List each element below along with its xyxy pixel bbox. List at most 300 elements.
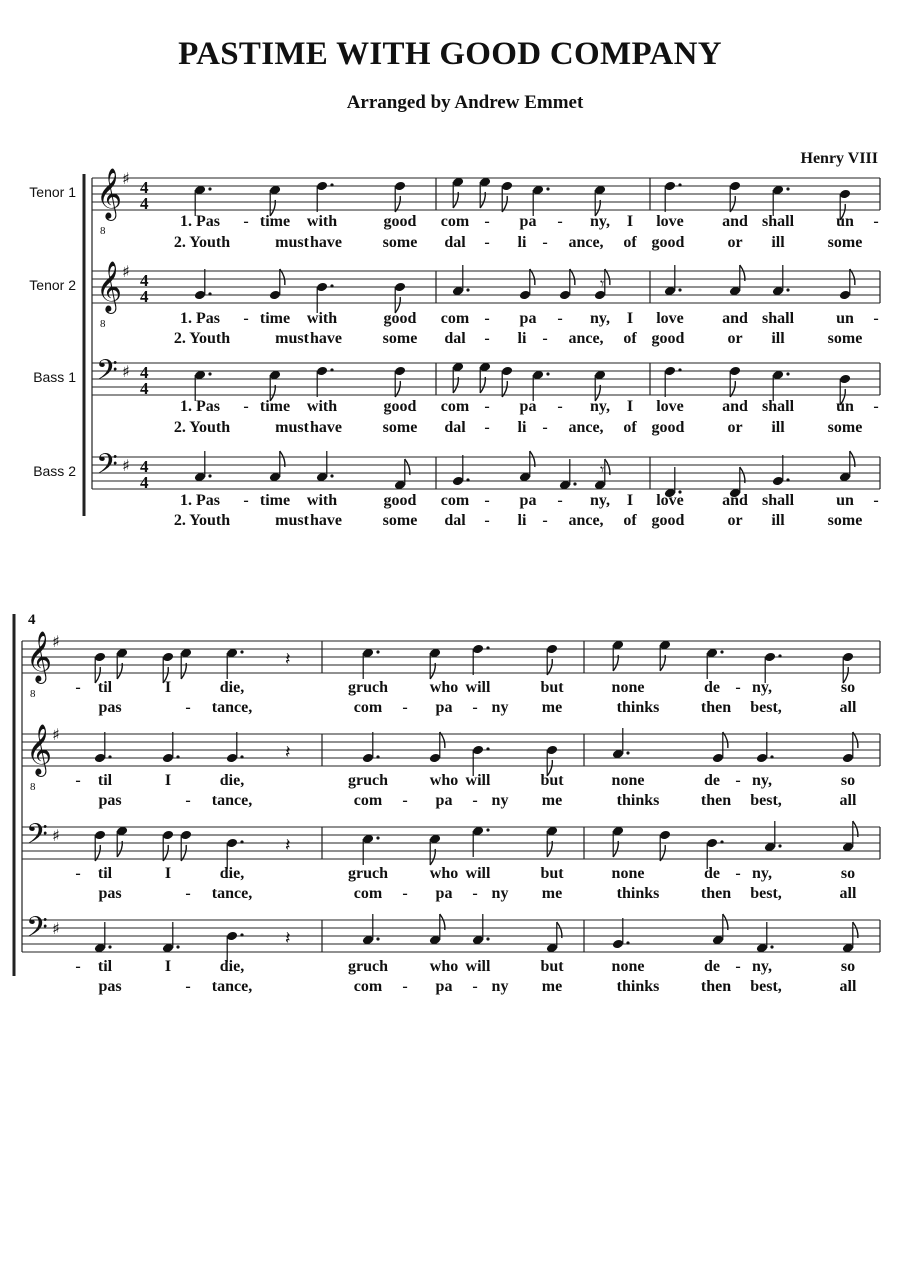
lyric-verse-2: dal — [444, 330, 466, 347]
augmentation-dot — [176, 755, 179, 758]
lyric-verse-2: - — [185, 699, 191, 716]
lyric-verse-1: but — [540, 679, 564, 696]
lyric-verse-2: good — [651, 234, 685, 251]
augmentation-dot — [208, 372, 211, 375]
lyric-verse-2: ill — [771, 419, 785, 436]
lyric-verse-2: some — [827, 330, 863, 347]
lyric-verse-2: - — [185, 978, 191, 995]
lyric-verse-2: 2. Youth — [173, 419, 231, 436]
lyric-verse-2: thinks — [616, 978, 660, 995]
lyric-verse-1: com — [440, 492, 470, 509]
bass-clef-icon: 𝄢 — [26, 911, 48, 951]
lyric-verse-2: - — [185, 885, 191, 902]
lyric-verse-1: til — [97, 865, 113, 882]
lyric-verse-1: com — [440, 213, 470, 230]
lyric-verse-1: will — [465, 679, 491, 696]
quarter-rest-icon: 𝄽 — [285, 742, 291, 763]
part-name-tenor-2: Tenor 2 — [29, 277, 76, 293]
lyric-verse-2: or — [727, 419, 743, 436]
lyric-verse-1: I — [626, 398, 634, 415]
octave-8-marker: 8 — [100, 318, 106, 330]
lyric-verse-1: time — [259, 310, 291, 327]
lyric-verse-1: de — [704, 958, 720, 975]
lyric-verse-1: I — [626, 213, 634, 230]
augmentation-dot — [786, 372, 789, 375]
lyric-verse-1: time — [259, 492, 291, 509]
sharp-key-signature-icon: ♯ — [122, 362, 130, 381]
lyric-verse-1: pa — [519, 213, 537, 230]
lyric-verse-1: gruch — [348, 865, 388, 882]
lyric-verse-2: all — [839, 699, 857, 716]
augmentation-dot — [486, 828, 489, 831]
lyric-verse-1: love — [656, 492, 684, 509]
time-signature-digit: 4 — [140, 178, 149, 197]
augmentation-dot — [770, 755, 773, 758]
lyric-verse-2: - — [472, 699, 478, 716]
lyric-verse-1: un — [836, 492, 854, 509]
lyric-verse-1: with — [306, 310, 338, 327]
sharp-key-signature-icon: ♯ — [52, 632, 60, 651]
lyric-verse-2: - — [402, 885, 408, 902]
lyric-verse-1: ny, — [751, 679, 773, 696]
augmentation-dot — [330, 183, 333, 186]
lyric-verse-2: - — [472, 792, 478, 809]
lyric-verse-2: com — [353, 699, 383, 716]
augmentation-dot — [376, 836, 379, 839]
lyric-verse-2: some — [827, 419, 863, 436]
lyric-verse-2: - — [542, 234, 548, 251]
octave-8-marker: 8 — [30, 781, 36, 793]
lyric-verse-1: ny, — [589, 492, 611, 509]
lyric-verse-2: of — [623, 512, 637, 529]
lyric-verse-2: pas — [98, 978, 122, 995]
augmentation-dot — [678, 288, 681, 291]
lyric-verse-1: I — [626, 310, 634, 327]
lyric-verse-2: ance, — [568, 419, 604, 436]
augmentation-dot — [466, 478, 469, 481]
lyric-verse-2: li — [517, 512, 527, 529]
sharp-key-signature-icon: ♯ — [52, 826, 60, 845]
sharp-key-signature-icon: ♯ — [52, 919, 60, 938]
time-signature-digit: 4 — [140, 194, 149, 213]
lyric-verse-2: - — [542, 419, 548, 436]
lyric-verse-2: - — [484, 330, 490, 347]
lyric-verse-1: de — [704, 772, 720, 789]
lyric-verse-1: and — [722, 492, 748, 509]
augmentation-dot — [208, 474, 211, 477]
treble-clef-icon: 𝄞 — [96, 168, 123, 219]
lyric-verse-2: - — [484, 512, 490, 529]
sharp-key-signature-icon: ♯ — [122, 169, 130, 188]
lyric-verse-1: none — [611, 865, 645, 882]
bass-clef-icon: 𝄢 — [26, 818, 48, 858]
lyric-verse-2: of — [623, 330, 637, 347]
augmentation-dot — [486, 937, 489, 940]
lyric-verse-2: of — [623, 234, 637, 251]
lyric-verse-1: with — [306, 492, 338, 509]
lyric-verse-1: I — [164, 865, 172, 882]
lyric-verse-2: some — [827, 512, 863, 529]
lyric-verse-2: - — [484, 234, 490, 251]
augmentation-dot — [546, 372, 549, 375]
lyric-verse-2: ance, — [568, 330, 604, 347]
augmentation-dot — [778, 844, 781, 847]
lyric-verse-1: I — [164, 679, 172, 696]
augmentation-dot — [240, 650, 243, 653]
eighth-rest-icon: 𝄾 — [600, 366, 605, 385]
lyric-verse-2: - — [542, 512, 548, 529]
treble-clef-icon: 𝄞 — [26, 724, 53, 775]
augmentation-dot — [240, 933, 243, 936]
lyric-verse-1: - — [75, 679, 81, 696]
lyric-verse-1: gruch — [348, 679, 388, 696]
lyric-verse-2: must — [275, 330, 309, 347]
bass-clef-icon: 𝄢 — [96, 448, 118, 488]
augmentation-dot — [240, 755, 243, 758]
lyric-verse-2: dal — [444, 419, 466, 436]
lyric-verse-1: die, — [219, 679, 245, 696]
lyric-verse-2: some — [382, 330, 418, 347]
lyric-verse-1: pa — [519, 310, 537, 327]
lyric-verse-2: best, — [750, 978, 782, 995]
lyric-verse-2: pa — [435, 885, 453, 902]
lyric-verse-1: die, — [219, 958, 245, 975]
lyric-verse-1: will — [465, 865, 491, 882]
lyric-verse-1: so — [840, 679, 856, 696]
lyric-verse-2: must — [275, 234, 309, 251]
lyric-verse-1: ny, — [589, 213, 611, 230]
lyric-verse-2: - — [402, 699, 408, 716]
lyric-verse-1: with — [306, 398, 338, 415]
lyric-verse-2: then — [700, 792, 732, 809]
lyric-verse-2: all — [839, 885, 857, 902]
augmentation-dot — [376, 650, 379, 653]
lyric-verse-2: com — [353, 978, 383, 995]
augmentation-dot — [546, 187, 549, 190]
lyric-verse-2: or — [727, 512, 743, 529]
lyric-verse-2: then — [700, 885, 732, 902]
lyric-verse-2: - — [484, 419, 490, 436]
lyric-verse-1: 1. Pas — [180, 492, 220, 509]
augmentation-dot — [330, 474, 333, 477]
lyric-verse-2: of — [623, 419, 637, 436]
augmentation-dot — [786, 187, 789, 190]
lyric-verse-2: good — [651, 419, 685, 436]
part-name-bass-2: Bass 2 — [33, 463, 76, 479]
lyric-verse-1: - — [873, 398, 879, 415]
lyric-verse-2: some — [382, 512, 418, 529]
lyric-verse-2: li — [517, 234, 527, 251]
lyric-verse-1: good — [383, 398, 417, 415]
lyric-verse-2: - — [542, 330, 548, 347]
sharp-key-signature-icon: ♯ — [52, 725, 60, 744]
lyric-verse-1: and — [722, 398, 748, 415]
augmentation-dot — [208, 292, 211, 295]
lyric-verse-2: good — [651, 512, 685, 529]
lyric-verse-1: shall — [761, 310, 795, 327]
lyric-verse-2: li — [517, 419, 527, 436]
lyric-verse-1: gruch — [348, 772, 388, 789]
lyric-verse-1: - — [75, 958, 81, 975]
lyric-verse-2: pas — [98, 699, 122, 716]
lyric-verse-1: ny, — [751, 865, 773, 882]
lyric-verse-1: with — [306, 213, 338, 230]
lyric-verse-1: - — [557, 213, 563, 230]
lyric-verse-1: un — [836, 310, 854, 327]
lyric-verse-1: none — [611, 958, 645, 975]
lyric-verse-1: ny, — [751, 772, 773, 789]
lyric-verse-1: - — [484, 310, 490, 327]
lyric-verse-1: - — [557, 398, 563, 415]
lyric-verse-1: 1. Pas — [180, 213, 220, 230]
lyric-verse-2: dal — [444, 234, 466, 251]
augmentation-dot — [108, 945, 111, 948]
lyric-verse-2: 2. Youth — [173, 234, 231, 251]
lyric-verse-2: tance, — [211, 792, 253, 809]
octave-8-marker: 8 — [100, 225, 106, 237]
lyric-verse-2: pa — [435, 699, 453, 716]
lyric-verse-2: 2. Youth — [173, 330, 231, 347]
eighth-rest-icon: 𝄾 — [600, 460, 605, 479]
lyric-verse-1: - — [243, 492, 249, 509]
lyric-verse-1: shall — [761, 398, 795, 415]
augmentation-dot — [208, 187, 211, 190]
augmentation-dot — [573, 482, 576, 485]
lyric-verse-2: com — [353, 885, 383, 902]
lyric-verse-1: - — [243, 310, 249, 327]
lyric-verse-2: thinks — [616, 699, 660, 716]
lyric-verse-1: so — [840, 958, 856, 975]
augmentation-dot — [678, 368, 681, 371]
lyric-verse-1: shall — [761, 492, 795, 509]
lyric-verse-1: til — [97, 679, 113, 696]
lyric-verse-2: - — [402, 978, 408, 995]
time-signature-digit: 4 — [140, 379, 149, 398]
lyric-verse-2: some — [382, 419, 418, 436]
lyric-verse-1: will — [465, 958, 491, 975]
lyric-verse-2: 2. Youth — [173, 512, 231, 529]
lyric-verse-2: good — [651, 330, 685, 347]
augmentation-dot — [778, 654, 781, 657]
augmentation-dot — [240, 840, 243, 843]
lyric-verse-1: who — [429, 772, 459, 789]
lyric-verse-1: til — [97, 772, 113, 789]
lyric-verse-1: - — [735, 958, 741, 975]
lyric-verse-2: ny — [491, 792, 509, 809]
lyric-verse-1: de — [704, 865, 720, 882]
lyric-verse-2: ill — [771, 512, 785, 529]
augmentation-dot — [626, 751, 629, 754]
lyric-verse-1: I — [164, 958, 172, 975]
lyric-verse-2: ance, — [568, 234, 604, 251]
time-signature-digit: 4 — [140, 363, 149, 382]
lyric-verse-1: de — [704, 679, 720, 696]
lyric-verse-1: good — [383, 492, 417, 509]
lyric-verse-1: til — [97, 958, 113, 975]
lyric-verse-1: die, — [219, 772, 245, 789]
lyric-verse-1: - — [557, 310, 563, 327]
augmentation-dot — [176, 945, 179, 948]
lyric-verse-2: have — [310, 512, 342, 529]
augmentation-dot — [786, 288, 789, 291]
lyric-verse-2: pas — [98, 792, 122, 809]
lyric-verse-1: un — [836, 213, 854, 230]
lyric-verse-2: - — [472, 978, 478, 995]
lyric-verse-2: pa — [435, 792, 453, 809]
lyric-verse-1: who — [429, 958, 459, 975]
augmentation-dot — [626, 941, 629, 944]
sharp-key-signature-icon: ♯ — [122, 456, 130, 475]
lyric-verse-1: but — [540, 772, 564, 789]
lyric-verse-2: - — [472, 885, 478, 902]
augmentation-dot — [376, 937, 379, 940]
augmentation-dot — [786, 478, 789, 481]
augmentation-dot — [720, 840, 723, 843]
lyric-verse-1: and — [722, 310, 748, 327]
treble-clef-icon: 𝄞 — [96, 261, 123, 312]
eighth-rest-icon: 𝄾 — [600, 181, 605, 200]
lyric-verse-2: me — [541, 792, 563, 809]
lyric-verse-1: none — [611, 772, 645, 789]
lyric-verse-2: or — [727, 234, 743, 251]
lyric-verse-2: li — [517, 330, 527, 347]
lyric-verse-2: pas — [98, 885, 122, 902]
quarter-rest-icon: 𝄽 — [285, 928, 291, 949]
quarter-rest-icon: 𝄽 — [285, 649, 291, 670]
augmentation-dot — [486, 747, 489, 750]
lyric-verse-1: un — [836, 398, 854, 415]
lyric-verse-2: must — [275, 419, 309, 436]
quarter-rest-icon: 𝄽 — [285, 835, 291, 856]
lyric-verse-1: - — [735, 865, 741, 882]
lyric-verse-1: gruch — [348, 958, 388, 975]
lyric-verse-1: who — [429, 865, 459, 882]
treble-clef-icon: 𝄞 — [26, 631, 53, 682]
lyric-verse-1: I — [164, 772, 172, 789]
lyric-verse-1: time — [259, 213, 291, 230]
lyric-verse-1: who — [429, 679, 459, 696]
lyric-verse-1: love — [656, 310, 684, 327]
lyric-verse-2: thinks — [616, 792, 660, 809]
lyric-verse-1: com — [440, 398, 470, 415]
time-signature-digit: 4 — [140, 473, 149, 492]
part-name-bass-1: Bass 1 — [33, 369, 76, 385]
lyric-verse-2: best, — [750, 699, 782, 716]
lyric-verse-2: some — [827, 234, 863, 251]
lyric-verse-1: ny, — [751, 958, 773, 975]
lyric-verse-2: me — [541, 885, 563, 902]
lyric-verse-2: dal — [444, 512, 466, 529]
lyric-verse-1: 1. Pas — [180, 310, 220, 327]
lyric-verse-1: - — [243, 398, 249, 415]
lyric-verse-2: - — [402, 792, 408, 809]
lyric-verse-1: - — [557, 492, 563, 509]
lyric-verse-1: I — [626, 492, 634, 509]
time-signature-digit: 4 — [140, 457, 149, 476]
sharp-key-signature-icon: ♯ — [122, 262, 130, 281]
measure-number: 4 — [28, 612, 36, 628]
lyric-verse-2: have — [310, 419, 342, 436]
augmentation-dot — [330, 368, 333, 371]
eighth-rest-icon: 𝄾 — [600, 274, 605, 293]
lyric-verse-2: then — [700, 699, 732, 716]
lyric-verse-2: have — [310, 234, 342, 251]
lyric-verse-2: tance, — [211, 885, 253, 902]
lyric-verse-1: will — [465, 772, 491, 789]
lyric-verse-2: thinks — [616, 885, 660, 902]
lyric-verse-1: so — [840, 772, 856, 789]
lyric-verse-1: pa — [519, 492, 537, 509]
lyric-verse-2: have — [310, 330, 342, 347]
augmentation-dot — [466, 288, 469, 291]
lyric-verse-2: ny — [491, 699, 509, 716]
score-title: PASTIME WITH GOOD COMPANY — [178, 36, 722, 72]
lyric-verse-2: or — [727, 330, 743, 347]
lyric-verse-1: good — [383, 310, 417, 327]
lyric-verse-2: me — [541, 978, 563, 995]
lyric-verse-1: ny, — [589, 310, 611, 327]
lyric-verse-2: com — [353, 792, 383, 809]
lyric-verse-1: - — [75, 865, 81, 882]
lyric-verse-1: - — [243, 213, 249, 230]
lyric-verse-1: time — [259, 398, 291, 415]
lyric-verse-2: - — [185, 792, 191, 809]
lyric-verse-1: so — [840, 865, 856, 882]
lyric-verse-2: pa — [435, 978, 453, 995]
lyric-verse-1: but — [540, 865, 564, 882]
lyric-verse-1: 1. Pas — [180, 398, 220, 415]
lyric-verse-1: none — [611, 679, 645, 696]
octave-8-marker: 8 — [30, 688, 36, 700]
lyric-verse-1: ny, — [589, 398, 611, 415]
lyric-verse-1: good — [383, 213, 417, 230]
lyric-verse-2: must — [275, 512, 309, 529]
lyric-verse-2: all — [839, 978, 857, 995]
lyric-verse-1: love — [656, 398, 684, 415]
lyric-verse-2: ny — [491, 885, 509, 902]
lyric-verse-1: - — [484, 213, 490, 230]
arranger-credit: Arranged by Andrew Emmet — [346, 92, 584, 113]
lyric-verse-2: then — [700, 978, 732, 995]
augmentation-dot — [770, 945, 773, 948]
lyric-verse-2: tance, — [211, 699, 253, 716]
lyric-verse-1: - — [873, 310, 879, 327]
lyric-verse-1: - — [484, 398, 490, 415]
lyric-verse-1: die, — [219, 865, 245, 882]
augmentation-dot — [486, 646, 489, 649]
augmentation-dot — [720, 650, 723, 653]
lyric-verse-2: tance, — [211, 978, 253, 995]
lyric-verse-2: some — [382, 234, 418, 251]
lyric-verse-1: com — [440, 310, 470, 327]
lyric-verse-1: and — [722, 213, 748, 230]
lyric-verse-2: ill — [771, 330, 785, 347]
lyric-verse-2: me — [541, 699, 563, 716]
lyric-verse-1: - — [873, 213, 879, 230]
part-name-tenor-1: Tenor 1 — [29, 184, 76, 200]
time-signature-digit: 4 — [140, 271, 149, 290]
lyric-verse-2: ill — [771, 234, 785, 251]
lyric-verse-1: - — [75, 772, 81, 789]
lyric-verse-1: - — [735, 772, 741, 789]
augmentation-dot — [678, 183, 681, 186]
lyric-verse-2: ny — [491, 978, 509, 995]
lyric-verse-1: pa — [519, 398, 537, 415]
composer-credit: Henry VIII — [800, 150, 878, 167]
lyric-verse-2: ance, — [568, 512, 604, 529]
lyric-verse-1: but — [540, 958, 564, 975]
lyric-verse-2: best, — [750, 885, 782, 902]
